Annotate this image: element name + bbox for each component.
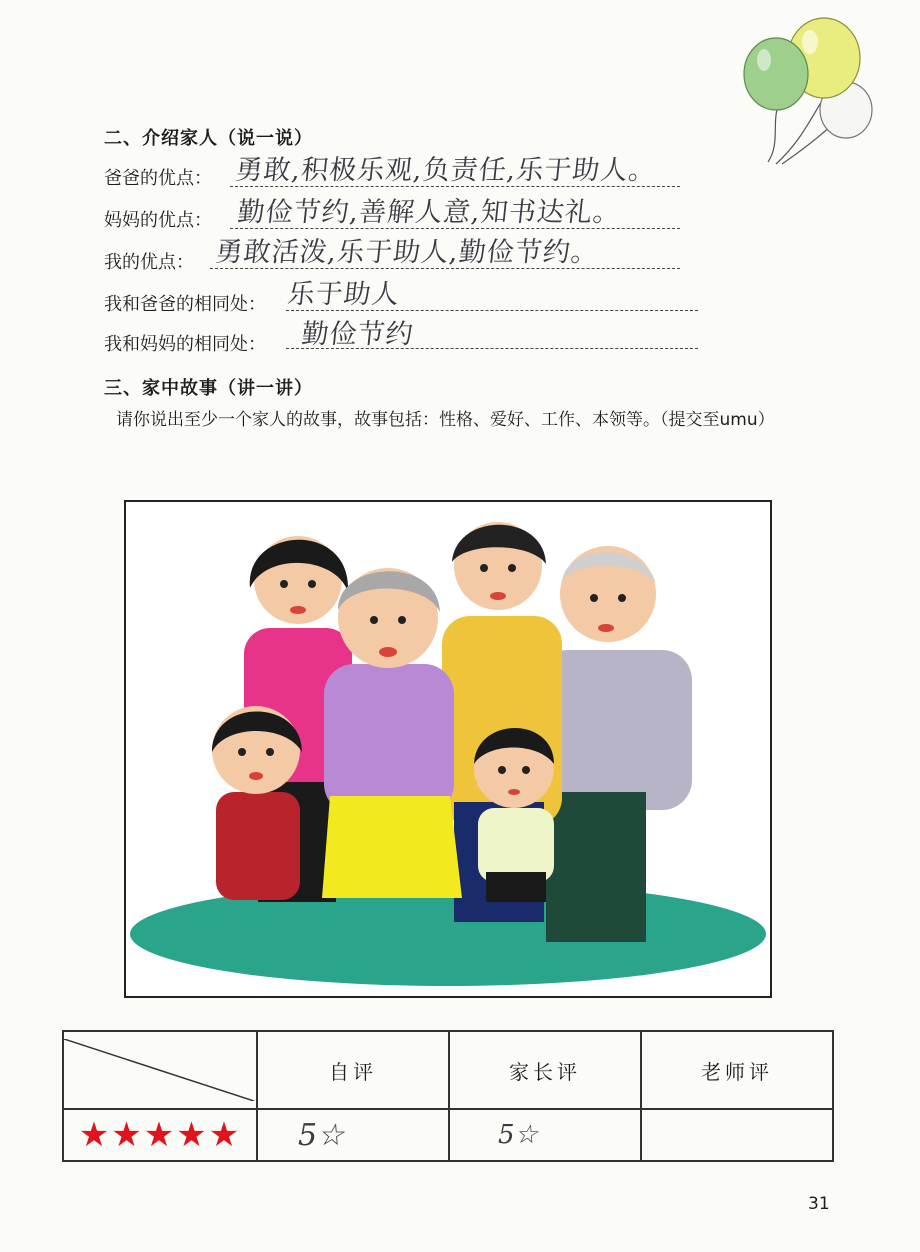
girl-figure (212, 706, 302, 900)
evaluation-score-row (63, 1109, 833, 1161)
mom-common-answer[interactable]: 勤俭节约 (300, 319, 416, 350)
dad-merits-label: 爸爸的优点： (104, 168, 212, 189)
self-score-cell[interactable] (257, 1109, 449, 1161)
star-rating-cell (63, 1109, 257, 1161)
mom-common-label: 我和妈妈的相同处： (104, 334, 266, 355)
boy-figure (474, 728, 554, 902)
mom-merits-answer[interactable]: 勤俭节约,善解人意,知书达礼。 (236, 197, 623, 228)
parent-eval-header: 家长评 (449, 1031, 641, 1109)
parent-score: 5☆ (498, 1120, 538, 1151)
my-merits-answer[interactable]: 勇敢活泼,乐于助人,勤俭节约。 (214, 237, 601, 268)
section-3-heading: 三、家中故事（讲一讲） (104, 378, 313, 399)
my-merits-label: 我的优点： (104, 252, 194, 273)
dad-common-label: 我和爸爸的相同处： (104, 294, 266, 315)
page-number: 31 (808, 1194, 830, 1214)
parent-score-cell[interactable] (449, 1109, 641, 1161)
star-rating-icon: ★★★★★ (78, 1115, 242, 1156)
teacher-score-cell[interactable] (641, 1109, 833, 1161)
self-score: 5☆ (298, 1117, 344, 1153)
diagonal-corner-cell (63, 1031, 257, 1109)
family-illustration (124, 500, 772, 998)
diagonal-line (64, 1039, 254, 1101)
section-2-heading: 二、介绍家人（说一说） (104, 128, 313, 149)
mom-merits-label: 妈妈的优点： (104, 210, 212, 231)
dad-merits-answer[interactable]: 勇敢,积极乐观,负责任,乐于助人。 (234, 155, 659, 186)
balloons-illustration (738, 14, 878, 174)
self-eval-header: 自评 (257, 1031, 449, 1109)
balloon-green (744, 38, 808, 110)
family-drawing (126, 502, 770, 996)
section-3-instruction: 请你说出至少一个家人的故事，故事包括：性格、爱好、工作、本领等。（提交至umu） (116, 410, 775, 430)
evaluation-table (62, 1030, 834, 1162)
grandmother-figure (322, 568, 462, 898)
evaluation-header-row (63, 1031, 833, 1109)
dad-common-answer[interactable]: 乐于助人 (286, 279, 402, 310)
teacher-eval-header: 老师评 (641, 1031, 833, 1109)
